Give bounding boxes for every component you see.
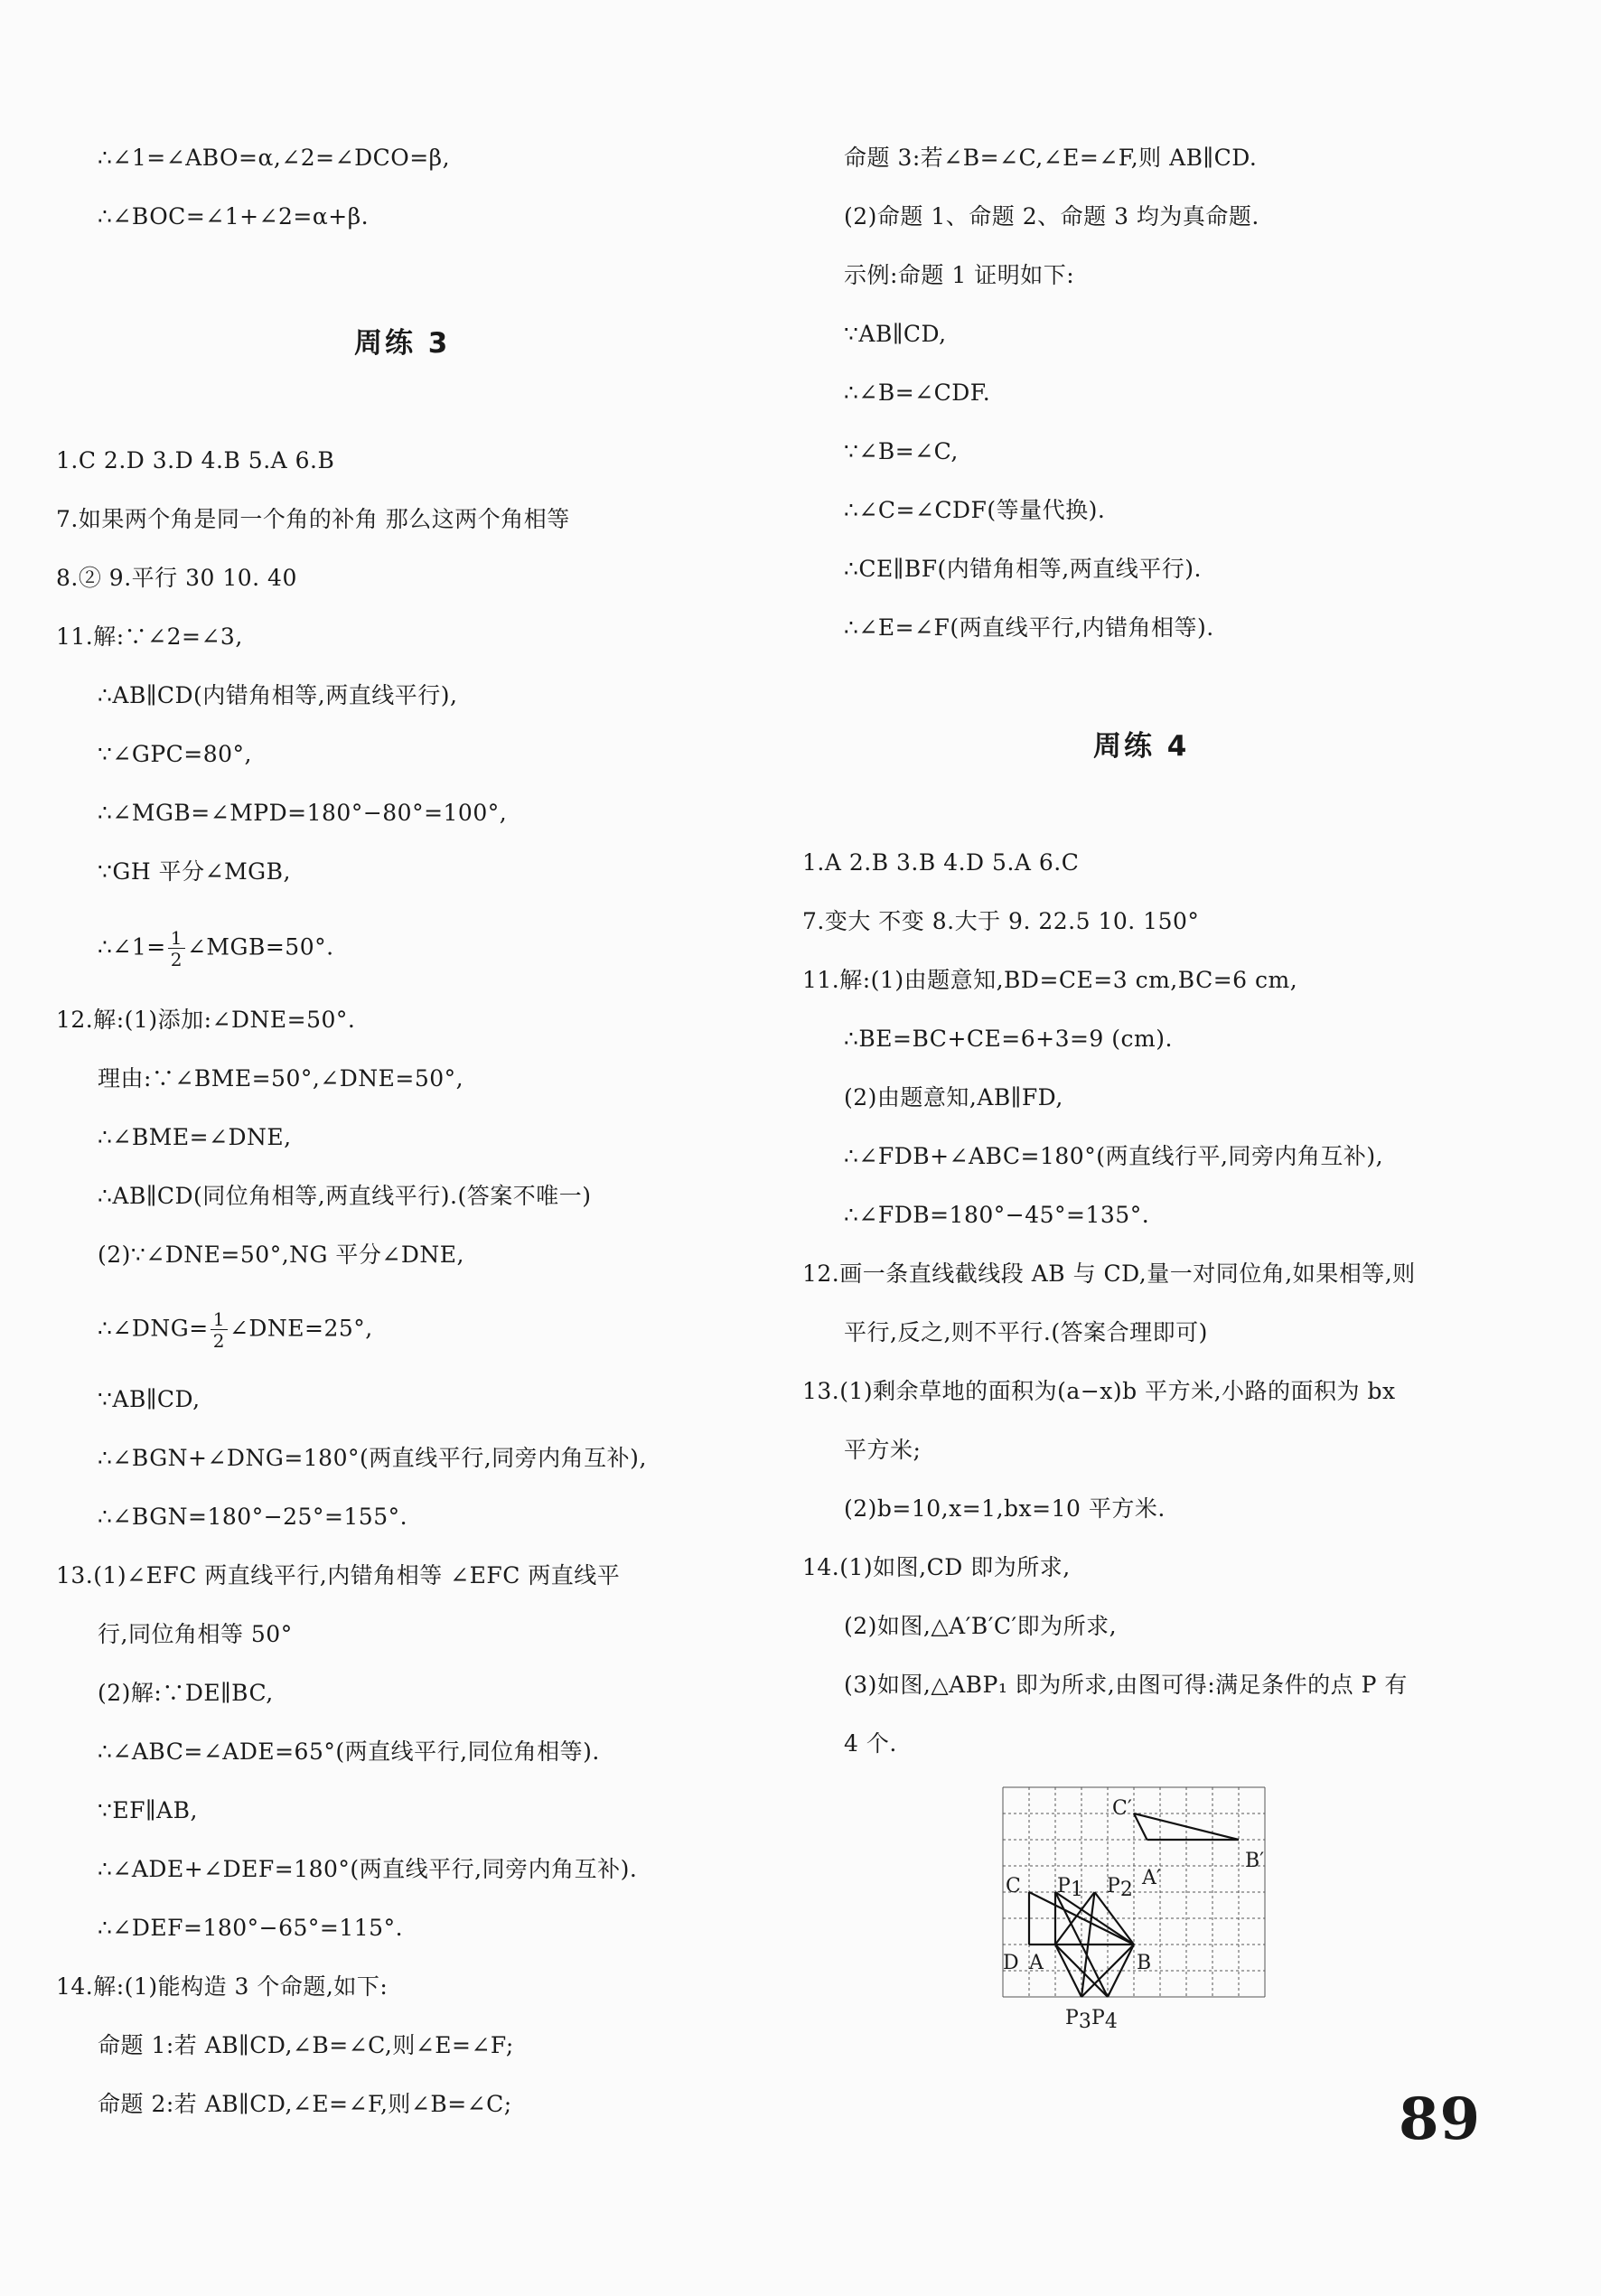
answer-line: 命题 1:若 AB∥CD,∠B=∠C,则∠E=∠F; <box>98 2032 514 2058</box>
answer-line: ∴∠BGN=180°−25°=155°. <box>98 1504 408 1530</box>
answer-line: (2)由题意知,AB∥FD, <box>844 1084 1063 1111</box>
label-p4 <box>1091 2007 1118 2031</box>
answer-line: 14.解:(1)能构造 3 个命题,如下: <box>56 1973 389 2000</box>
answer-line: (2)b=10,x=1,bx=10 平方米. <box>844 1495 1166 1522</box>
label-p3 <box>1065 2007 1091 2031</box>
answer-line: ∵EF∥AB, <box>98 1797 198 1823</box>
fraction-numerator: 1 <box>168 929 185 949</box>
fraction-denominator: 2 <box>212 1330 225 1352</box>
text-line: ∴∠B=∠CDF. <box>844 380 991 406</box>
answer-line: ∵AB∥CD, <box>98 1386 201 1412</box>
answer-line: ∵∠GPC=80°, <box>98 741 252 767</box>
answer-line: ∴∠ABC=∠ADE=65°(两直线平行,同位角相等). <box>98 1738 600 1765</box>
text-line: ∵∠B=∠C, <box>844 438 959 464</box>
fraction-one-half <box>211 1310 228 1350</box>
label-b: B <box>1137 1952 1152 1974</box>
label-subscript: 3 <box>1078 2010 1091 2031</box>
answer-line: (3)如图,△ABP₁ 即为所求,由图可得:满足条件的点 P 有 <box>844 1672 1408 1698</box>
answer-line: 平方米; <box>844 1437 922 1463</box>
label-letter: P <box>1091 2007 1105 2029</box>
text-line: 命题 3:若∠B=∠C,∠E=∠F,则 AB∥CD. <box>844 145 1258 171</box>
grid-geometry-figure <box>994 1778 1283 2031</box>
section-heading-week3: 周练 3 <box>354 327 451 360</box>
label-subscript: 4 <box>1104 2010 1118 2031</box>
label-d: D <box>1003 1952 1019 1974</box>
label-b-prime: B′ <box>1245 1850 1265 1872</box>
answer-line: ∴∠FDB+∠ABC=180°(两直线行平,同旁内角互补), <box>844 1143 1384 1169</box>
answer-line: ∴AB∥CD(内错角相等,两直线平行), <box>98 682 458 708</box>
answer-line: ∴∠BME=∠DNE, <box>98 1124 292 1150</box>
label-subscript: 2 <box>1119 1879 1133 1901</box>
answer-line: (2)∵∠DNE=50°,NG 平分∠DNE, <box>98 1242 464 1268</box>
answer-line: (2)如图,△A′B′C′即为所求, <box>844 1613 1118 1639</box>
label-a: A <box>1029 1952 1044 1974</box>
answer-line: 12.画一条直线截线段 AB 与 CD,量一对同位角,如果相等,则 <box>802 1260 1416 1287</box>
label-a-prime: A′ <box>1142 1867 1161 1889</box>
section-heading-week4: 周练 4 <box>1093 730 1190 763</box>
text-line: (2)命题 1、命题 2、命题 3 均为真命题. <box>844 203 1259 230</box>
answer-line: 8.② 9.平行 30 10. 40 <box>56 565 297 591</box>
label-letter: P <box>1107 1875 1120 1898</box>
fraction-denominator: 2 <box>170 949 183 970</box>
label-p2 <box>1107 1875 1133 1901</box>
figure-segment <box>1134 1813 1147 1840</box>
text-line: 示例:命题 1 证明如下: <box>844 262 1075 288</box>
text-segment: ∴∠1= <box>98 933 166 961</box>
answer-line: ∴∠BGN+∠DNG=180°(两直线平行,同旁内角互补), <box>98 1445 647 1471</box>
fraction-numerator: 1 <box>211 1310 228 1330</box>
answer-line: 7.变大 不变 8.大于 9. 22.5 10. 150° <box>802 908 1200 934</box>
text-line: ∴CE∥BF(内错角相等,两直线平行). <box>844 556 1202 582</box>
text-line: ∴∠BOC=∠1+∠2=α+β. <box>98 203 370 230</box>
answer-line: ∴∠FDB=180°−45°=135°. <box>844 1202 1150 1228</box>
answer-line: 理由:∵∠BME=50°,∠DNE=50°, <box>98 1065 464 1092</box>
answer-line: ∴∠DEF=180°−65°=115°. <box>98 1915 404 1941</box>
answer-line: 14.(1)如图,CD 即为所求, <box>802 1554 1071 1580</box>
answer-line: 12.解:(1)添加:∠DNE=50°. <box>56 1007 356 1033</box>
answer-line: ∴BE=BC+CE=6+3=9 (cm). <box>844 1026 1173 1052</box>
answer-line: 11.解:∵∠2=∠3, <box>56 623 243 650</box>
figure-segment <box>1134 1813 1239 1840</box>
label-subscript: 1 <box>1070 1879 1083 1901</box>
text-line: ∴∠E=∠F(两直线平行,内错角相等). <box>844 614 1214 641</box>
text-segment: ∠MGB=50°. <box>186 933 334 961</box>
text-segment: ∴∠DNG= <box>98 1315 209 1342</box>
answer-line: 13.(1)∠EFC 两直线平行,内错角相等 ∠EFC 两直线平 <box>56 1562 621 1588</box>
page-number: 89 <box>1399 2085 1482 2153</box>
answer-line: ∴∠MGB=∠MPD=180°−80°=100°, <box>98 800 508 826</box>
answer-line: 平行,反之,则不平行.(答案合理即可) <box>844 1319 1208 1345</box>
answer-line: ∴∠ADE+∠DEF=180°(两直线平行,同旁内角互补). <box>98 1856 638 1882</box>
text-segment: ∠DNE=25°, <box>229 1315 373 1342</box>
label-c: C <box>1006 1875 1021 1898</box>
answer-line: (2)解:∵DE∥BC, <box>98 1680 274 1706</box>
answer-line: 1.A 2.B 3.B 4.D 5.A 6.C <box>802 849 1080 876</box>
answer-line: 1.C 2.D 3.D 4.B 5.A 6.B <box>56 447 335 473</box>
answer-line-fraction <box>98 929 334 969</box>
label-letter: P <box>1065 2007 1079 2029</box>
answer-line: 7.如果两个角是同一个角的补角 那么这两个角相等 <box>56 506 570 532</box>
answer-line-fraction <box>98 1310 373 1350</box>
answer-line: 11.解:(1)由题意知,BD=CE=3 cm,BC=6 cm, <box>802 967 1298 993</box>
text-line: ∵AB∥CD, <box>844 321 947 347</box>
answer-line: 命题 2:若 AB∥CD,∠E=∠F,则∠B=∠C; <box>98 2091 512 2117</box>
figure-segments <box>1029 1813 1239 1997</box>
fraction-one-half <box>168 929 185 969</box>
answer-line: 4 个. <box>844 1730 897 1757</box>
answer-line: ∴AB∥CD(同位角相等,两直线平行).(答案不唯一) <box>98 1183 592 1209</box>
label-p1 <box>1057 1875 1083 1901</box>
text-line: ∴∠C=∠CDF(等量代换). <box>844 497 1106 523</box>
text-line: ∴∠1=∠ABO=α,∠2=∠DCO=β, <box>98 145 451 171</box>
answer-line: 行,同位角相等 50° <box>98 1621 293 1647</box>
label-c-prime: C′ <box>1112 1797 1132 1820</box>
label-letter: P <box>1057 1875 1071 1898</box>
answer-line: 13.(1)剩余草地的面积为(a−x)b 平方米,小路的面积为 bx <box>802 1378 1396 1404</box>
answer-line: ∵GH 平分∠MGB, <box>98 858 291 885</box>
